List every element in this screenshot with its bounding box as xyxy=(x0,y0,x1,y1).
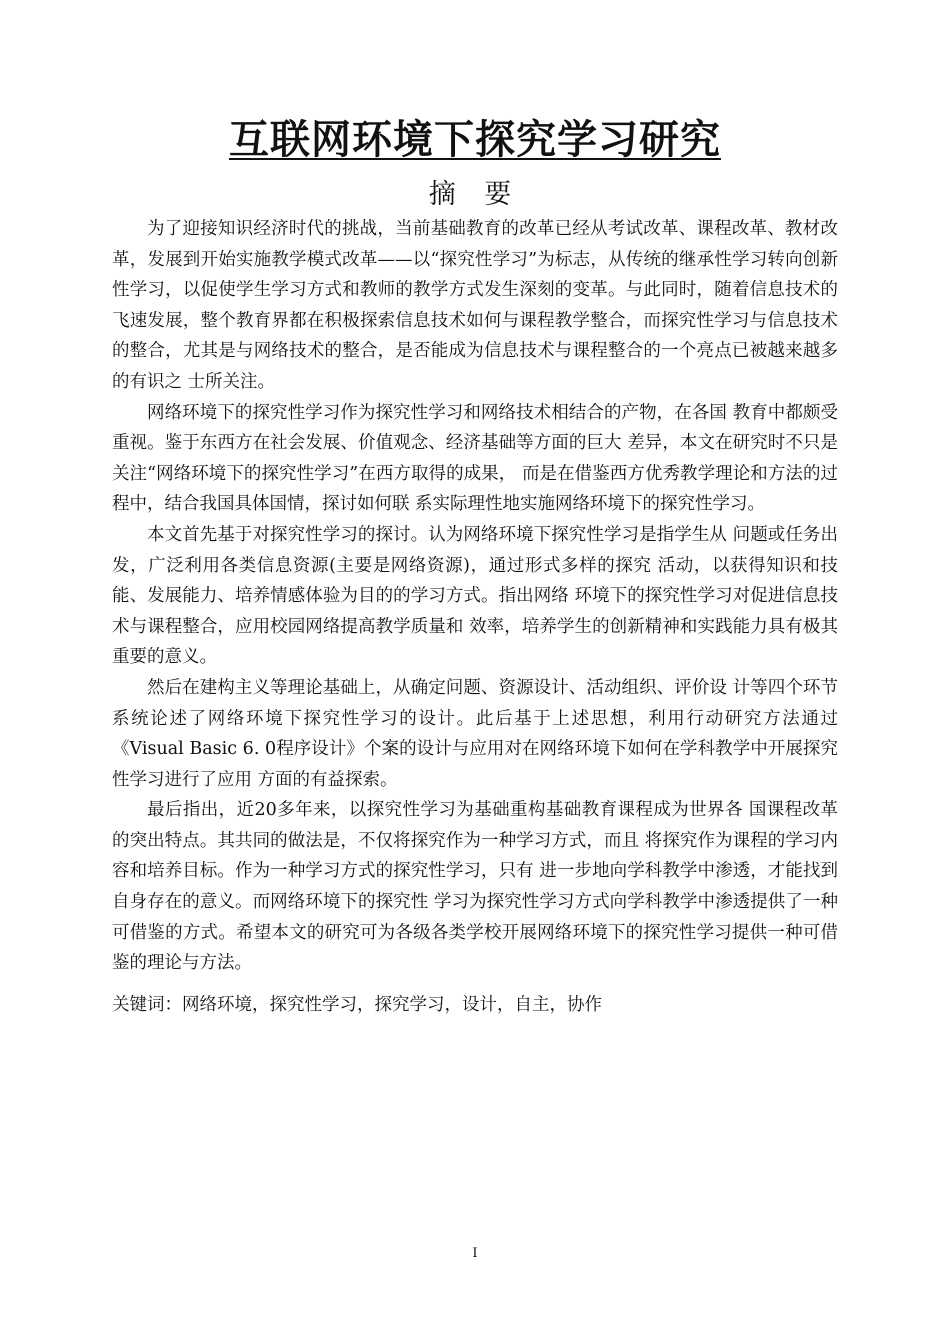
abstract-paragraph: 最后指出，近20多年来，以探究性学习为基础重构基础教育课程成为世界各 国课程改革的突出特点。其共同的做法是，不仅将探究作为一种学习方式，而且 将探究作为课程的学习内容和培养目标。作为一种学习方式的探究性学习，只有 进一步地向学科教学中渗透，才能找到自身存在的意义。而网络环境下的探究性 学习为探究性学习方式向学科教学中渗透提供了一种可借鉴的方式。希望本文的研究可为各级各类学校开展网络环境下的探究性学习提供一种可借鉴的理论与方法。 xyxy=(112,800,838,974)
keywords-line xyxy=(112,990,838,1020)
abstract-paragraph: 然后在建构主义等理论基础上，从确定问题、资源设计、活动组织、评价设 计等四个环节系统论述了网络环境下探究性学习的设计。此后基于上述思想，利用行动研究方法通过《Visual Basic 6. 0程序设计》个案的设计与应用对在网络环境下如何在学科教学中开展探究性学习进行了应用 方面的有益探索。 xyxy=(112,677,838,790)
page-number: I xyxy=(472,1246,478,1261)
abstract-paragraph: 为了迎接知识经济时代的挑战，当前基础教育的改革已经从考试改革、课程改革、教材改革，发展到开始实施教学模式改革——以“探究性学习”为标志，从传统的继承性学习转向创新性学习，以促使学生学习方式和教师的教学方式发生深刻的变革。与此同时，随着信息技术的飞速发展，整个教育界都在积极探索信息技术如何与课程教学整合，而探究性学习与信息技术的整合，尤其是与网络技术的整合，是否能成为信息技术与课程整合的一个亮点已被越来越多的有识之 士所关注。 xyxy=(112,219,838,392)
abstract-body xyxy=(112,214,838,979)
abstract-paragraph: 本文首先基于对探究性学习的探讨。认为网络环境下探究性学习是指学生从 问题或任务出发，广泛利用各类信息资源(主要是网络资源)，通过形式多样的探究 活动，以获得知识和技能、发展能力、培养情感体验为目的的学习方式。指出网络 环境下的探究性学习对促进信息技术与课程整合，应用校园网络提高教学质量和 效率，培养学生的创新精神和实践能力具有极其重要的意义。 xyxy=(112,524,838,668)
document-title xyxy=(0,108,950,165)
abstract-paragraph: 网络环境下的探究性学习作为探究性学习和网络技术相结合的产物，在各国 教育中都颇受重视。鉴于东西方在社会发展、价值观念、经济基础等方面的巨大 差异，本文在研究时不只是关注“网络环境下的探究性学习”在西方取得的成果， 而是在借鉴西方优秀教学理论和方法的过程中，结合我国具体国情，探讨如何联 系实际理性地实施网络环境下的探究性学习。 xyxy=(112,402,838,515)
document-title-text: 互联网环境下探究学习研究 xyxy=(229,117,721,163)
keywords-text: 网络环境，探究性学习，探究学习，设计，自主，协作 xyxy=(182,995,602,1015)
keywords-label: 关键词： xyxy=(112,995,182,1015)
abstract-heading: 摘 要 xyxy=(428,179,522,210)
